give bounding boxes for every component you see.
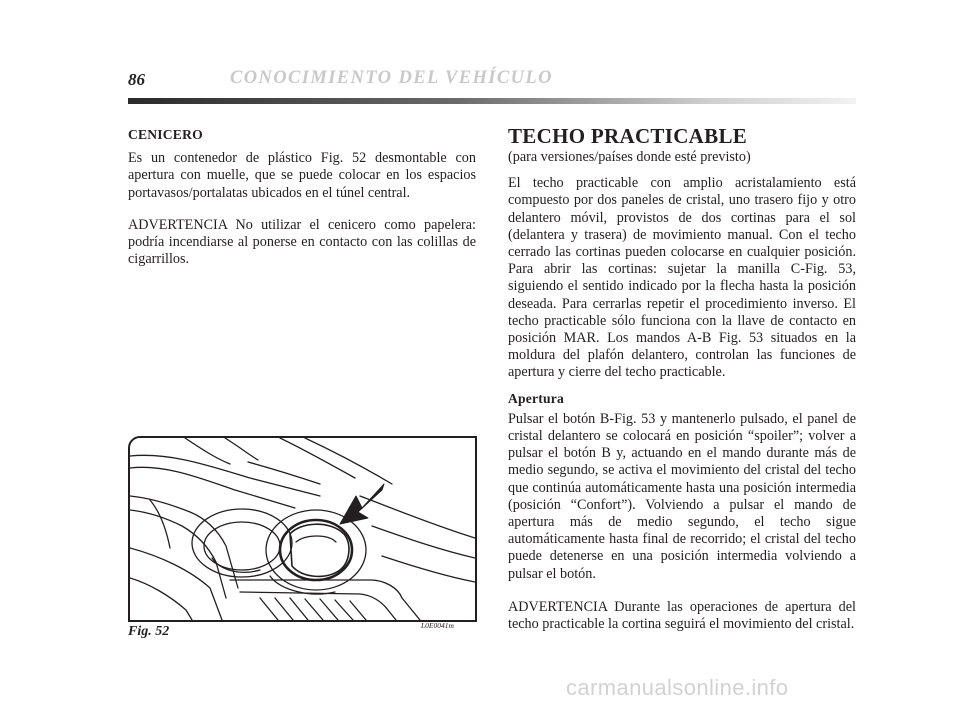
figure-52 [128,436,477,622]
sunroof-heading: TECHO PRACTICABLE [508,124,748,148]
sunroof-paragraph: El techo practicable con amplio acristalamiento está compuesto por dos paneles de cristal, uno trasero fijo y otro delantero móvil, provistos de dos cortinas para el sol (delantera y trasera) de movimiento manual. Con el techo cerrado las cortinas pueden colocarse en cualquier posición. Para abrir las cortinas: sujetar la manilla C-Fig. 53, siguiendo el sentido indicado por la flecha hasta la posición deseada. Para cerrarlas repetir el procedimiento inverso. El techo practicable sólo funciona con la llave de contacto en posición MAR. Los mandos A-B Fig. 53 situados en la moldura del plafón delantero, controlan las funciones de apertura y cierre del techo practicable. [508,175,856,381]
figure-caption: Fig. 52 [128,624,170,639]
figure-code: L0E0041m [421,621,454,630]
ashtray-paragraph: Es un contenedor de plástico Fig. 52 desmontable con apertura con muelle, que se puede colocar en los espacios portavasos/portalatas ubicados en el túnel central. [128,150,476,201]
sunroof-warning: ADVERTENCIA Durante las operaciones de apertura del techo practicable la cortina seguirá el movimiento del cristal. [508,598,856,633]
opening-subheading: Apertura [508,390,564,406]
ashtray-illustration-icon [130,438,475,620]
opening-paragraph: Pulsar el botón B-Fig. 53 y mantenerlo pulsado, el panel de cristal delantero se colocará en posición “spoiler”; volver a pulsar el botón B y, actuando en el mando durante más de medio segundo, se activa el movimiento del cristal del techo que continúa automáticamente hasta una posición intermedia (posición “Confort”). Volviendo a pulsar el mando de apertura más de medio segundo, el techo sigue automáticamente hasta final de recorrido; el cristal del techo puede detenerse en una posición intermedia volviendo a pulsar el botón. [508,410,856,582]
sunroof-subtitle: (para versiones/países donde esté previsto) [508,149,751,165]
ashtray-heading: CENICERO [128,127,203,142]
right-column [508,126,856,648]
section-title: CONOCIMIENTO DEL VEHÍCULO [230,68,553,88]
left-column [128,126,476,283]
ashtray-warning: ADVERTENCIA No utilizar el cenicero como papelera: podría incendiarse al ponerse en contacto con las colillas de cigarrillos. [128,216,476,268]
header-rule [128,98,856,104]
page-number: 86 [128,70,145,89]
watermark: carmanualsonline.info [566,675,789,700]
